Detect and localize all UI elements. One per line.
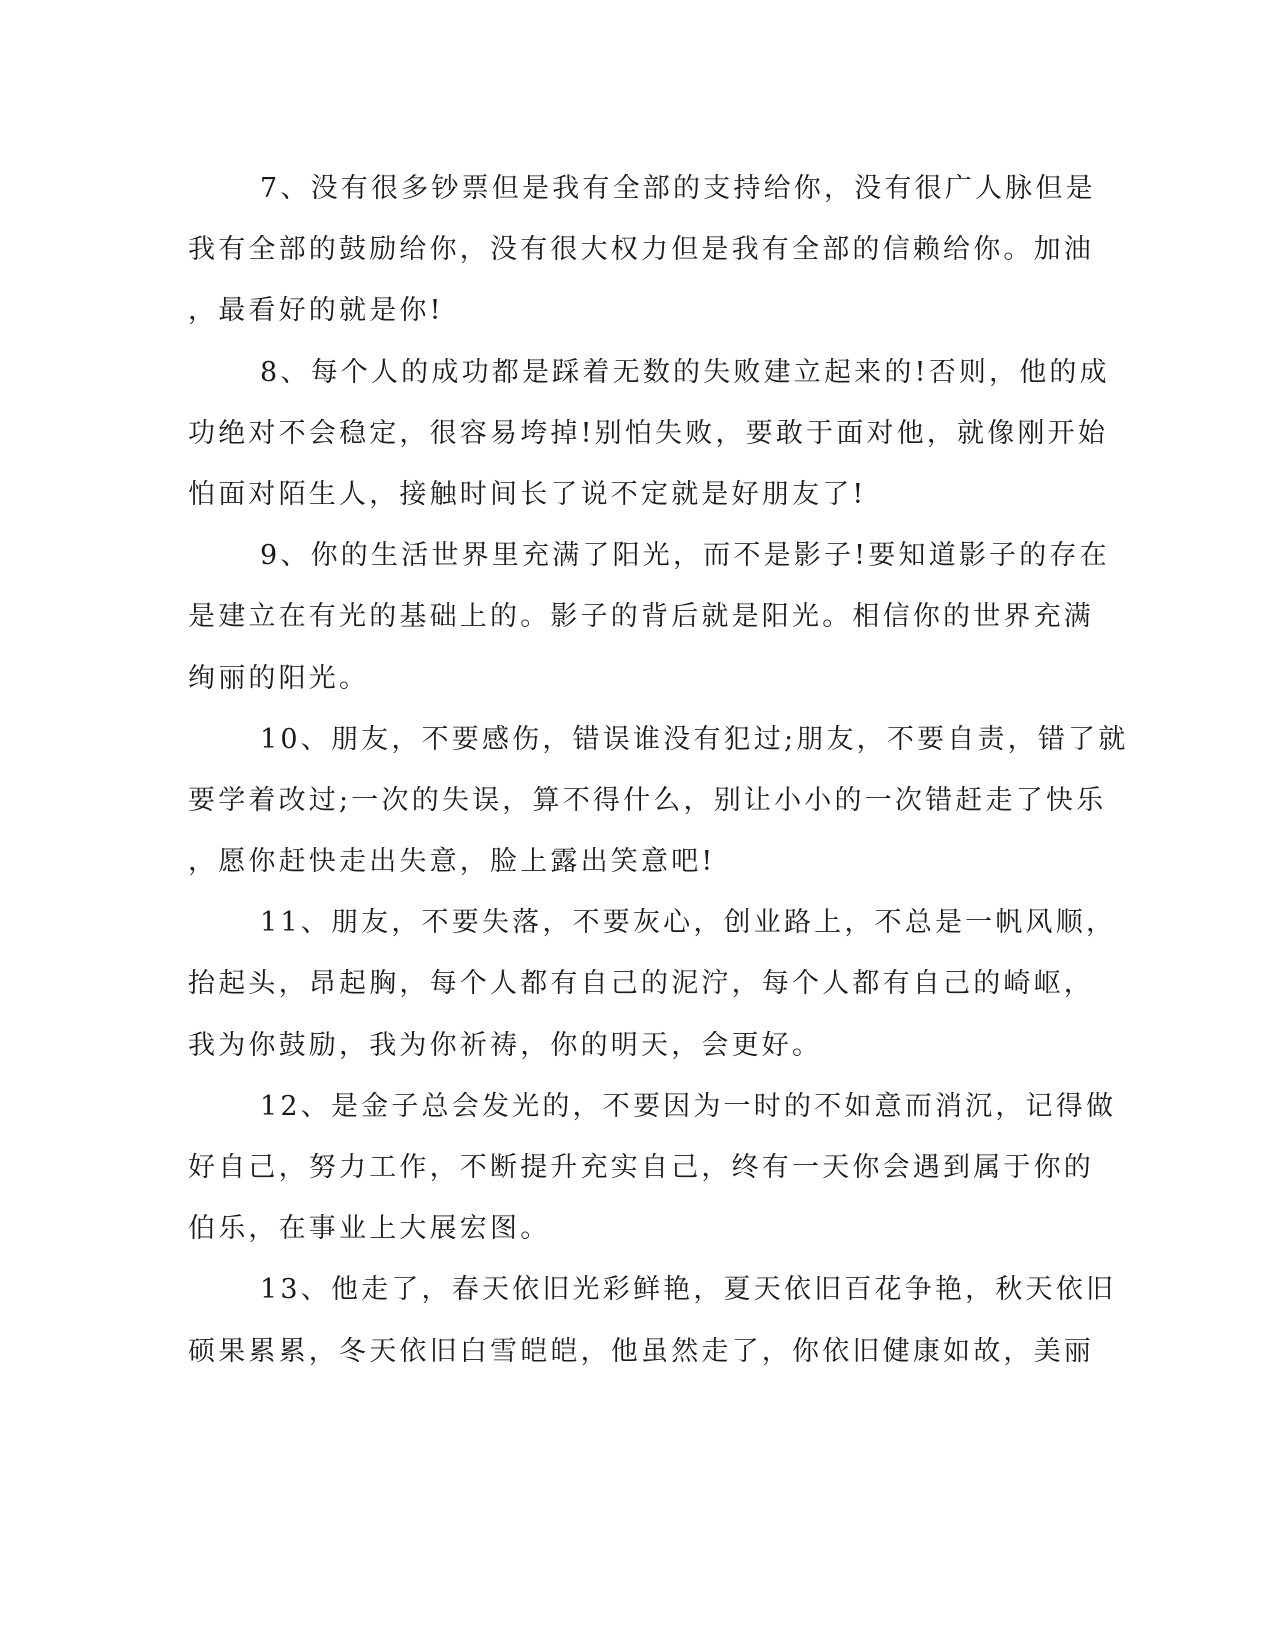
text-line: 怕面对陌生人，接触时间长了说不定就是好朋友了! xyxy=(188,478,867,510)
text-line: 绚丽的阳光。 xyxy=(188,662,370,694)
text-line: 抬起头，昂起胸，每个人都有自己的泥泞，每个人都有自己的崎岖， xyxy=(188,968,1094,1000)
text-line: ，愿你赶快走出失意，脸上露出笑意吧! xyxy=(188,846,716,878)
text-line: 功绝对不会稳定，很容易垮掉!别怕失败，要敢于面对他，就像刚开始 xyxy=(188,417,1109,449)
text-line: 我为你鼓励，我为你祈祷，你的明天，会更好。 xyxy=(188,1029,823,1061)
paragraph-9 xyxy=(188,525,1110,709)
paragraph-11 xyxy=(188,892,1117,1076)
paragraph-10 xyxy=(188,709,1129,893)
text-line: 10、朋友，不要感伤，错误谁没有犯过;朋友，不要自责，错了就 xyxy=(260,723,1129,755)
document-body xyxy=(188,158,1129,1382)
text-line: 要学着改过;一次的失误，算不得什么，别让小小的一次错赶走了快乐 xyxy=(188,784,1107,816)
text-line: 13、他走了，春天依旧光彩鲜艳，夏天依旧百花争艳，秋天依旧 xyxy=(260,1274,1117,1306)
text-line: 7、没有很多钞票但是我有全部的支持给你，没有很广人脉但是 xyxy=(260,173,1096,204)
text-line: 8、每个人的成功都是踩着无数的失败建立起来的!否则，他的成 xyxy=(260,356,1110,388)
text-line: ，最看好的就是你! xyxy=(188,295,444,327)
text-line: 好自己，努力工作，不断提升充实自己，终有一天你会遇到属于你的 xyxy=(188,1152,1094,1183)
text-line: 是建立在有光的基础上的。影子的背后就是阳光。相信你的世界充满 xyxy=(188,601,1094,633)
paragraph-12 xyxy=(188,1076,1117,1260)
text-line: 伯乐，在事业上大展宏图。 xyxy=(188,1213,551,1245)
text-line: 11、朋友，不要失落，不要灰心，创业路上，不总是一帆风顺， xyxy=(260,907,1117,939)
text-line: 9、你的生活世界里充满了阳光，而不是影子!要知道影子的存在 xyxy=(260,540,1110,572)
paragraph-7 xyxy=(188,158,1096,342)
paragraph-8 xyxy=(188,342,1110,526)
text-line: 我有全部的鼓励给你，没有很大权力但是我有全部的信赖给你。加油 xyxy=(188,234,1094,266)
paragraph-13 xyxy=(188,1259,1117,1381)
text-line: 硕果累累，冬天依旧白雪皑皑，他虽然走了，你依旧健康如故，美丽 xyxy=(188,1335,1094,1367)
text-line: 12、是金子总会发光的，不要因为一时的不如意而消沉，记得做 xyxy=(260,1090,1117,1122)
